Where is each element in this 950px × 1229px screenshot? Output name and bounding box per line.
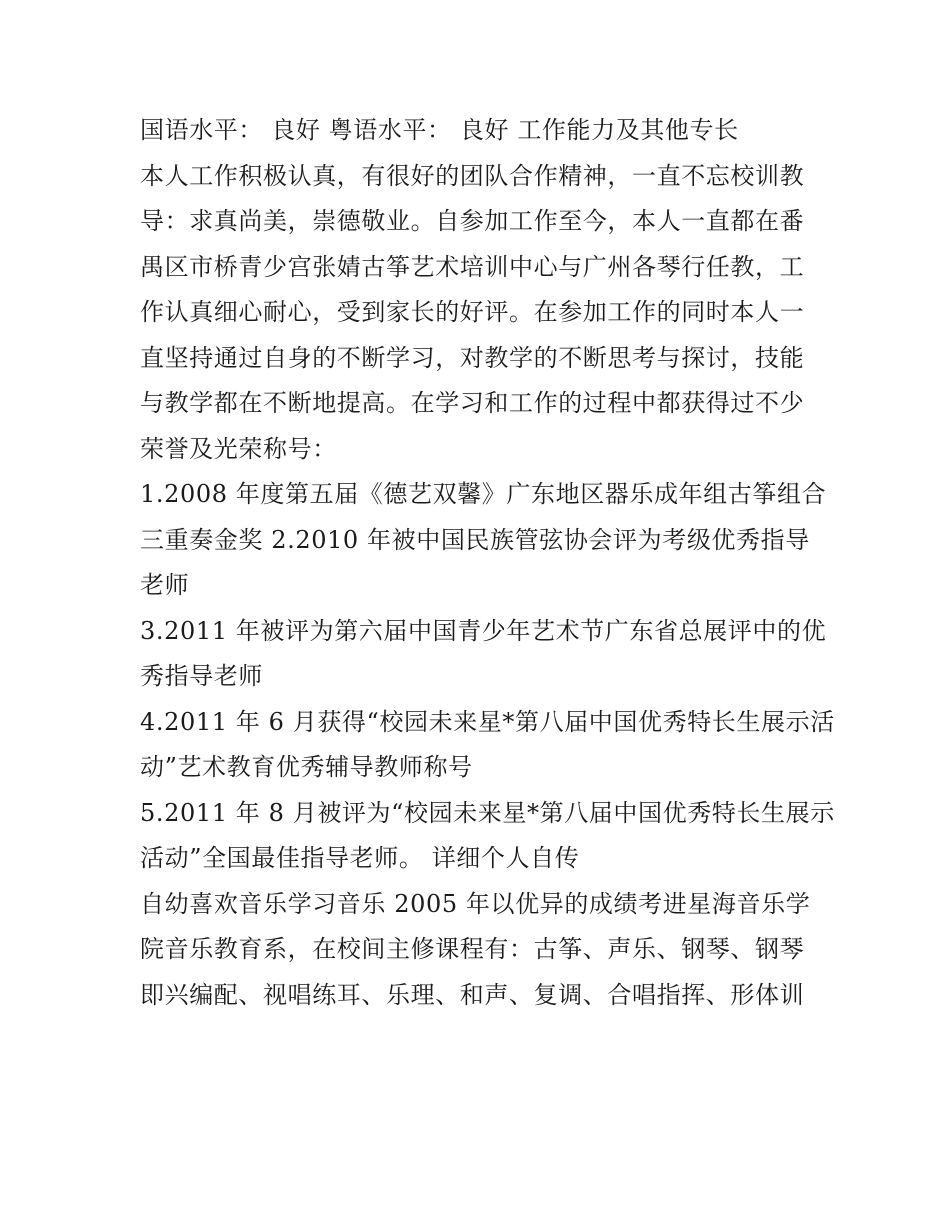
- text-line: 国语水平： 良好 粤语水平： 良好 工作能力及其他专长: [140, 116, 739, 144]
- text-line: 自幼喜欢音乐学习音乐 2005 年以优异的成绩考进星海音乐学: [140, 889, 811, 918]
- text-line: 与教学都在不断地提高。在学习和工作的过程中都获得过不少: [140, 389, 805, 417]
- text-line: 3.2011 年被评为第六届中国青少年艺术节广东省总展评中的优: [140, 616, 827, 645]
- text-line: 老师: [140, 571, 190, 599]
- text-line: 直坚持通过自身的不断学习，对教学的不断思考与探讨，技能: [140, 343, 805, 372]
- text-line: 导：求真尚美，崇德敬业。自参加工作至今，本人一直都在番: [140, 207, 805, 235]
- text-line: 三重奏金奖 2.2010 年被中国民族管弦协会评为考级优秀指导: [140, 525, 810, 554]
- text-line: 院音乐教育系，在校间主修课程有：古筝、声乐、钢琴、钢琴: [140, 935, 805, 963]
- text-line: 本人工作积极认真，有很好的团队合作精神，一直不忘校训教: [140, 161, 805, 190]
- text-line: 禺区市桥青少宫张婧古筝艺术培训中心与广州各琴行任教，工: [140, 252, 805, 281]
- text-line: 1.2008 年度第五届《德艺双馨》广东地区器乐成年组古筝组合: [140, 480, 827, 508]
- document-body: [140, 108, 835, 1018]
- text-line: 5.2011 年 8 月被评为“校园未来星*第八届中国优秀特长生展示: [140, 798, 835, 827]
- text-line: 荣誉及光荣称号：: [140, 434, 337, 463]
- text-line: 即兴编配、视唱练耳、乐理、和声、复调、合唱指挥、形体训: [140, 980, 805, 1009]
- text-line: 4.2011 年 6 月获得“校园未来星*第八届中国优秀特长生展示活: [140, 707, 835, 736]
- text-line: 动”艺术教育优秀辅导教师称号: [140, 753, 473, 781]
- text-line: 作认真细心耐心，受到家长的好评。在参加工作的同时本人一: [140, 298, 805, 326]
- text-line: 秀指导老师: [140, 662, 263, 690]
- text-line: 活动”全国最佳指导老师。 详细个人自传: [140, 844, 580, 872]
